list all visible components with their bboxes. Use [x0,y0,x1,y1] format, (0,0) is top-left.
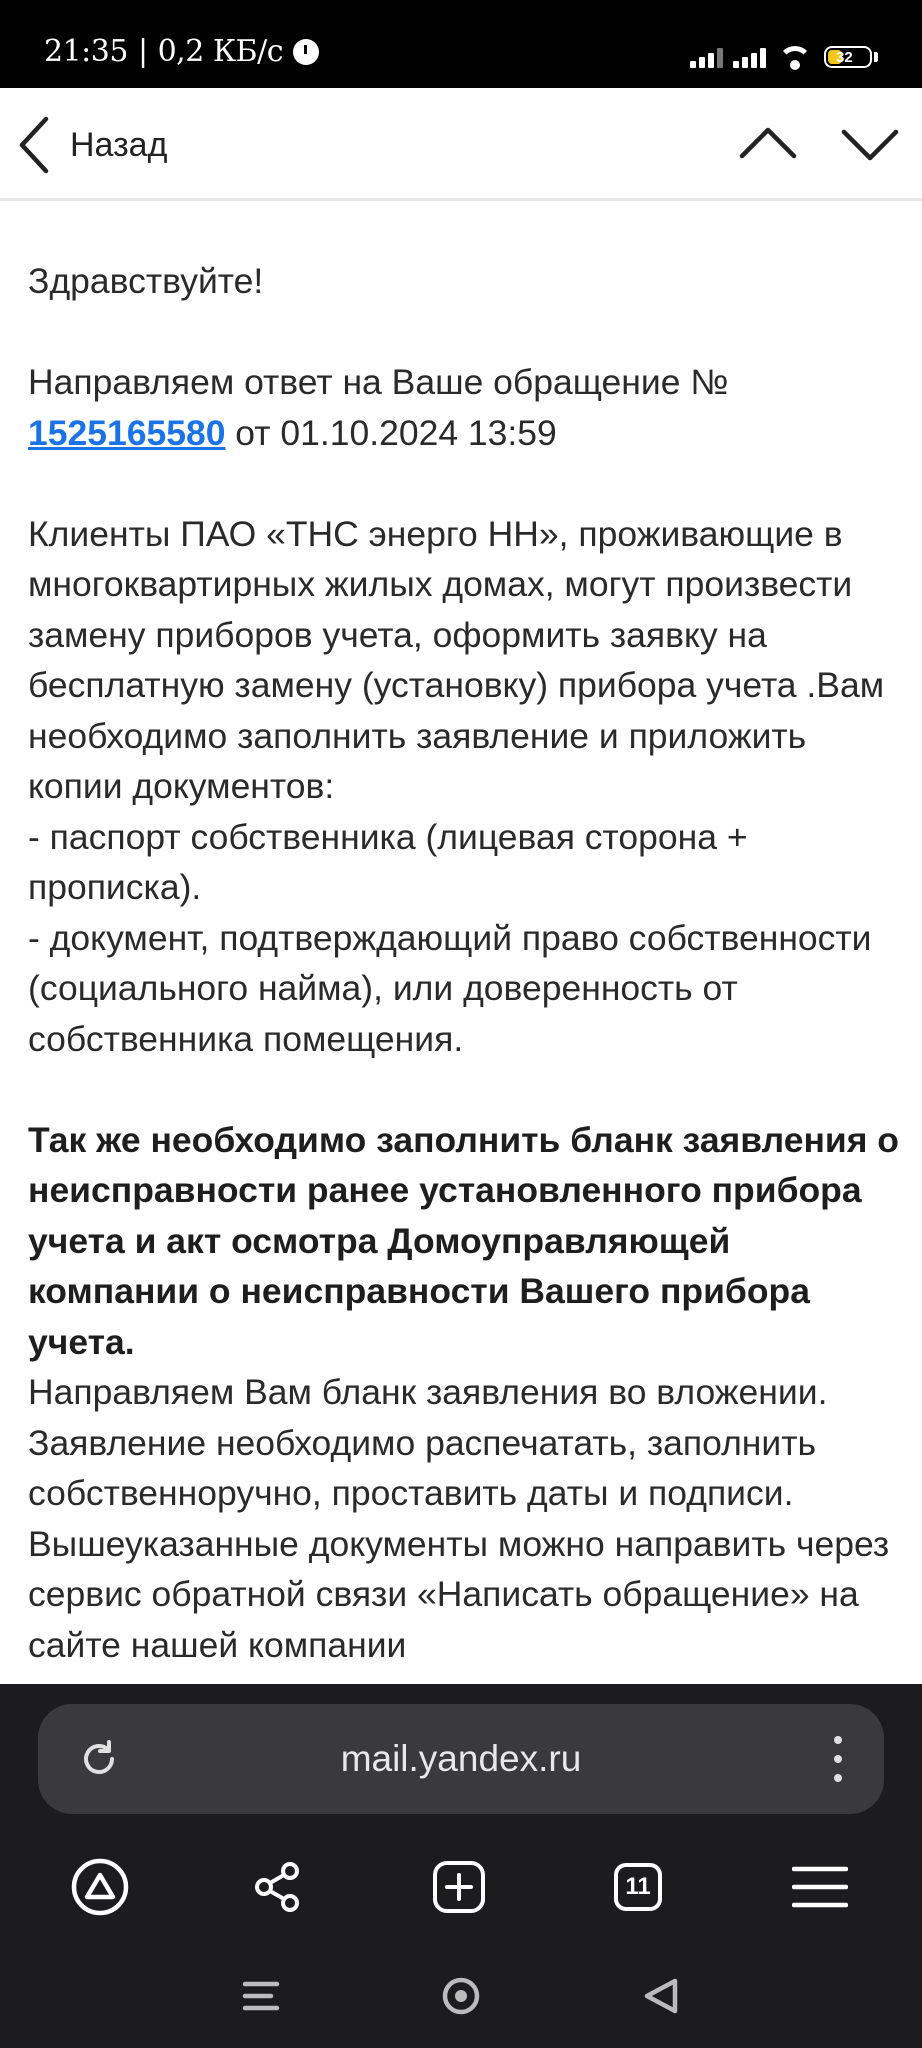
chevron-up-icon [736,116,800,172]
new-tab-button[interactable] [424,1852,494,1922]
signal-2-icon [733,46,766,68]
chevron-left-icon [16,115,52,175]
back-label: Назад [70,125,168,164]
next-message-button[interactable] [838,116,902,172]
more-menu-icon[interactable] [832,1736,844,1782]
recent-apps-button[interactable] [233,1968,289,2024]
status-separator: | [137,34,148,69]
browser-bottom-bar [0,1684,922,2048]
share-button[interactable] [243,1852,313,1922]
browser-menu-button[interactable] [785,1852,855,1922]
signal-1-icon [690,46,723,68]
back-button[interactable] [16,110,167,180]
battery-cap [874,52,878,62]
document-item: - паспорт собственника (лицевая сторона + прописка). [28,816,748,907]
status-right [690,44,878,70]
status-left [44,34,319,69]
tabs-button[interactable] [603,1852,673,1922]
network-speed: 0,2 КБ/с [157,34,283,69]
message-header [0,88,922,200]
alice-assistant-icon [70,1857,130,1917]
share-icon [250,1859,306,1915]
back-triangle-icon [641,1976,681,2016]
battery-icon [824,46,872,68]
intro-prefix: Направляем ответ на Ваше обращение № [28,362,729,402]
tab-count: 11 [614,1863,662,1911]
browser-toolbar [0,1846,922,1926]
address-bar[interactable] [38,1704,884,1814]
closing-paragraph: Направляем Вам бланк заявления во вложении. Заявление необходимо распечатать, заполнить собственноручно, проставить даты и подписи. Вышеуказанные документы можно направить через сервис обратной связи «Написать обращение» на сайте нашей компании [28,1372,890,1665]
home-button[interactable] [433,1968,489,2024]
message-body [28,256,902,1670]
greeting: Здравствуйте! [28,261,264,301]
intro-line [28,357,902,458]
add-tab-icon [431,1859,487,1915]
url-text: mail.yandex.ru [340,1738,582,1779]
home-circle-icon [440,1975,482,2017]
alice-button[interactable] [65,1852,135,1922]
battery-level: 32 [836,48,853,66]
body-paragraph: Клиенты ПАО «ТНС энерго НН», проживающие в многоквартирных жилых домах, могут произвести замену приборов учета, оформить заявку на бесплатную замену (установку) прибора учета .Вам необходимо заполнить заявление и приложить копии документов: [28,513,885,806]
hamburger-menu-icon [792,1865,848,1909]
alarm-icon [293,39,319,65]
document-item: - документ, подтверждающий право собственности (социального найма), или доверенность от собственника помещения. [28,917,872,1059]
important-paragraph: Так же необходимо заполнить бланк заявления о неисправности ранее установленного прибора учета и акт осмотра Домоуправляющей компании о неисправности Вашего прибора учета. [28,1119,899,1362]
previous-message-button[interactable] [736,116,800,172]
system-back-button[interactable] [633,1968,689,2024]
recents-icon [241,1980,281,2012]
intro-suffix: от 01.10.2024 13:59 [225,412,557,453]
chevron-down-icon [838,116,902,172]
status-time: 21:35 [44,34,128,69]
system-navigation-bar [0,1954,922,2034]
status-bar [0,0,922,88]
header-divider [0,198,922,201]
ticket-link[interactable]: 1525165580 [28,412,226,453]
wifi-icon [776,44,814,70]
